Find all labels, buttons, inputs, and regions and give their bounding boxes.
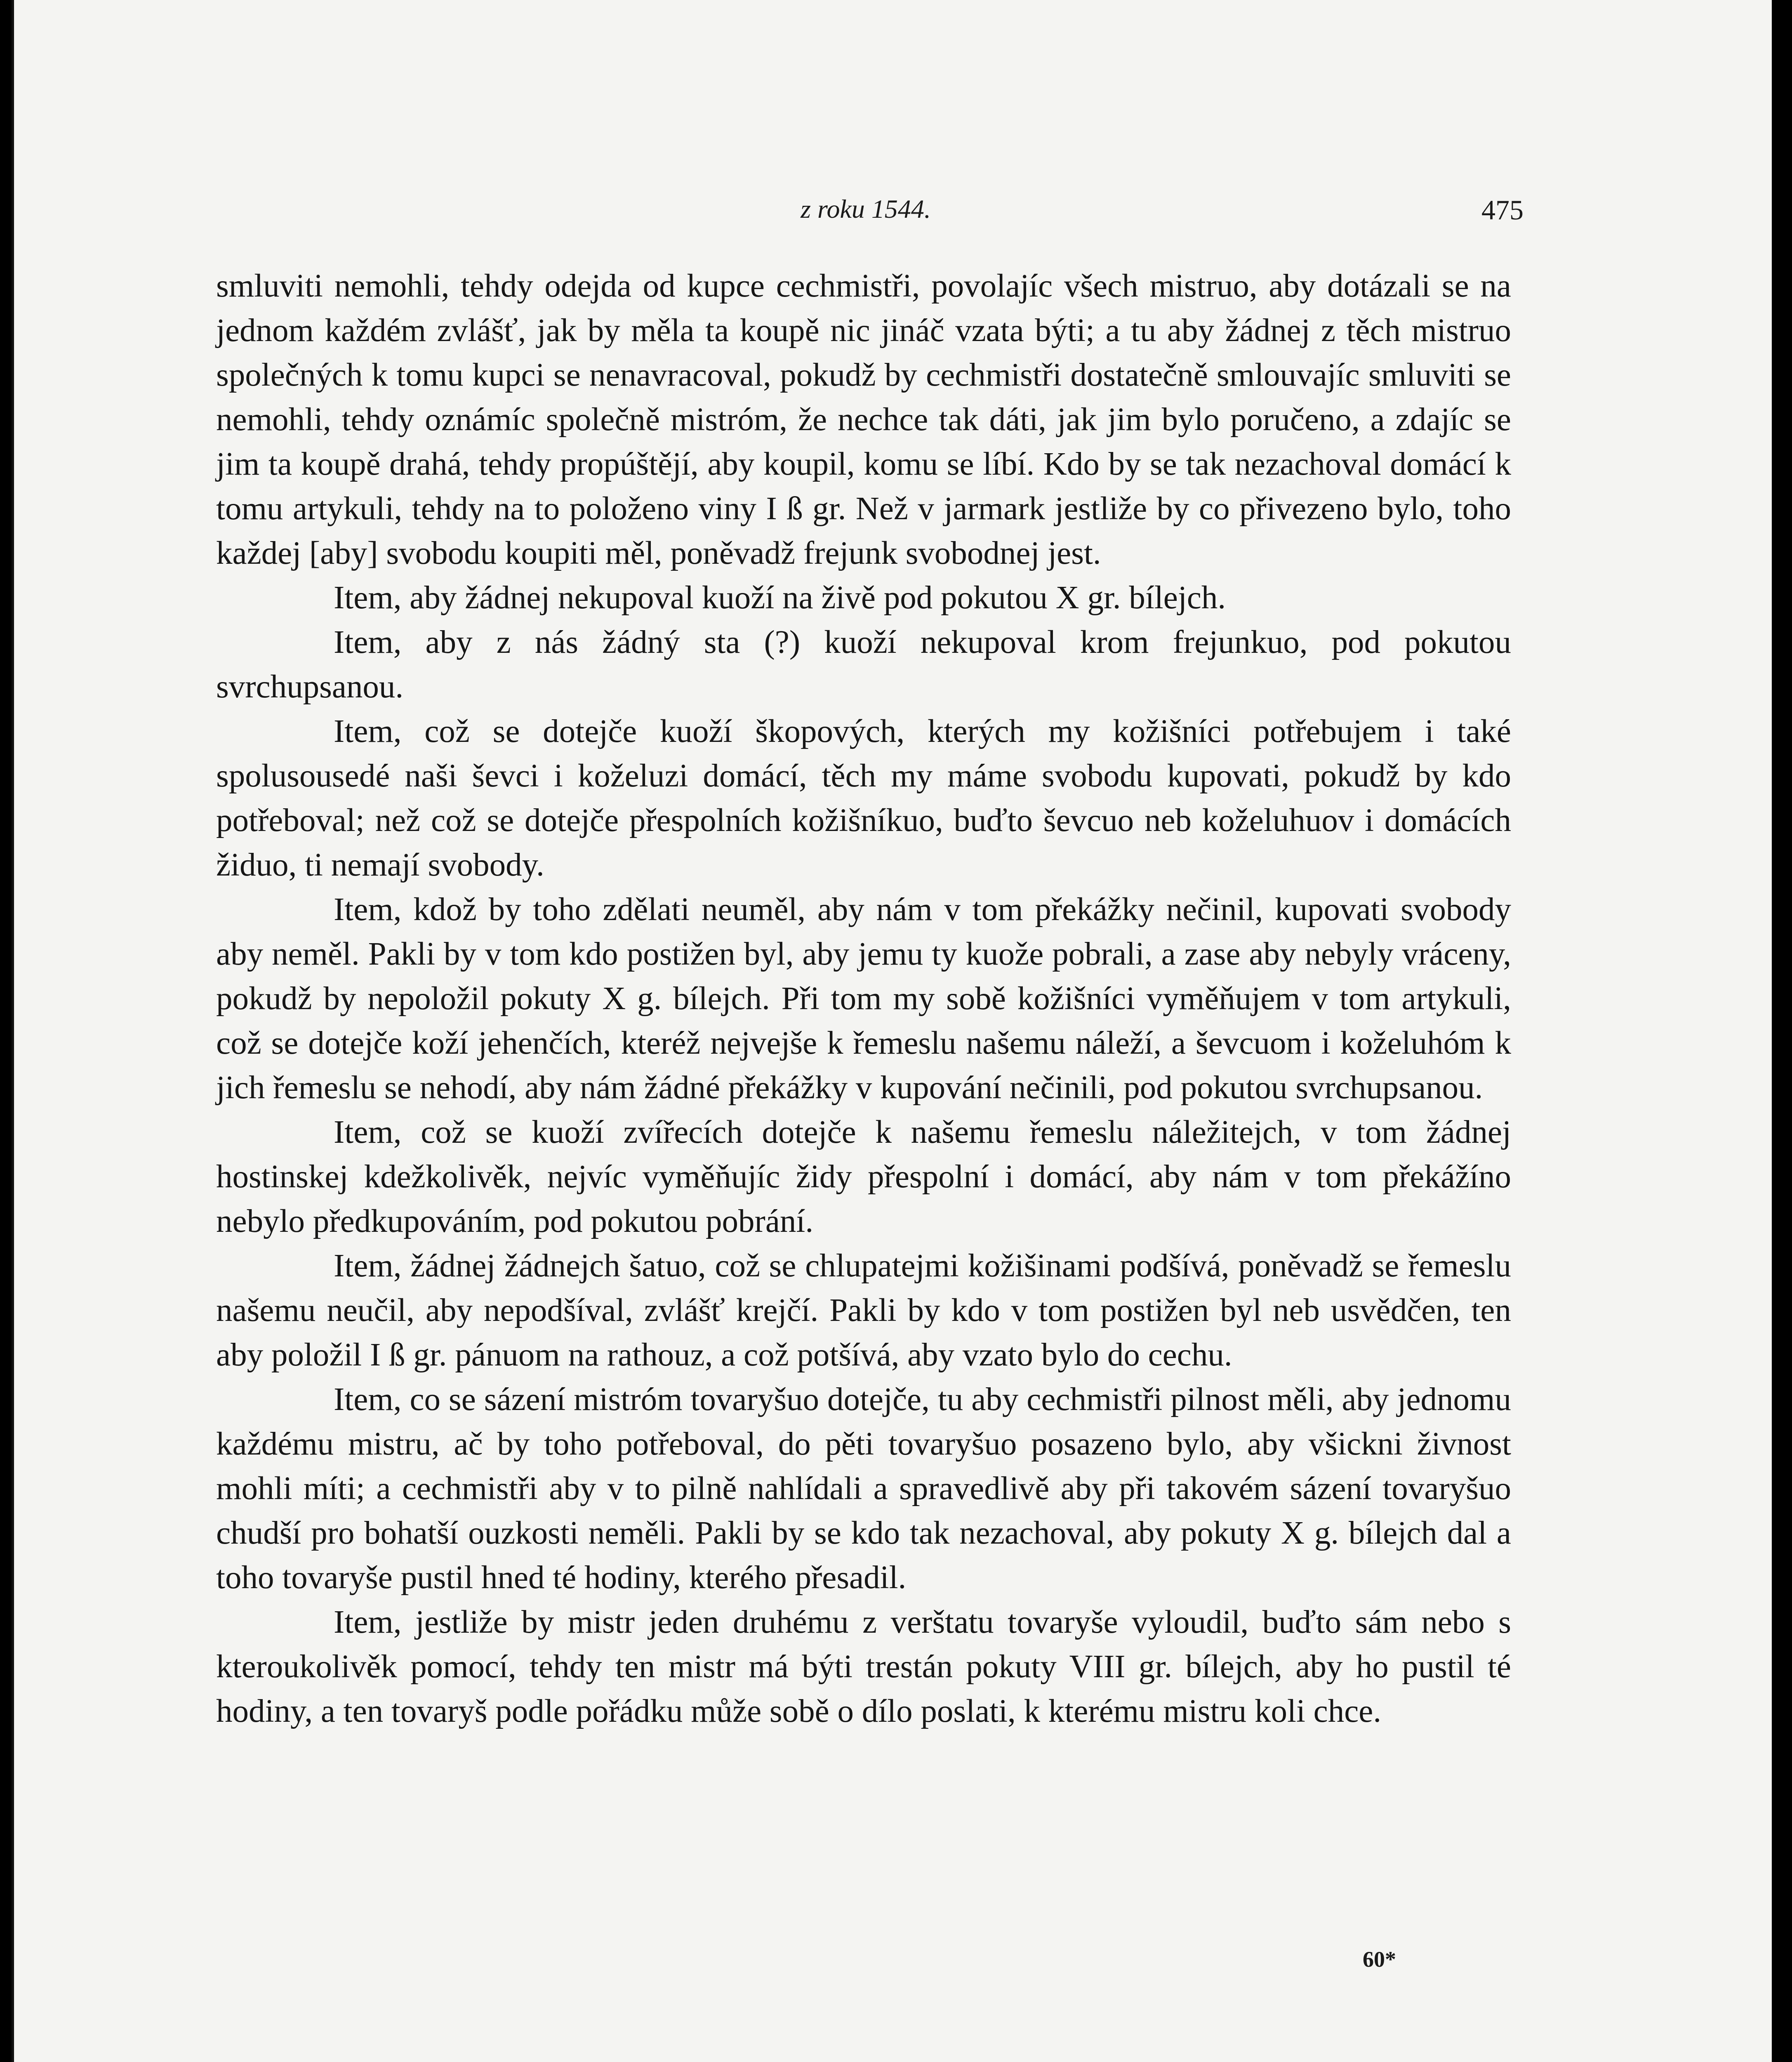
signature-mark: 60* <box>1363 1947 1396 1972</box>
body-text <box>216 264 1511 1734</box>
paragraph-continuation: smluviti nemohli, tehdy odejda od kupce cechmistři, povolajíc všech mistruo, aby dotázali se na jednom každém zvlášť, jak by měla ta koupě nic jináč vzata býti; a tu aby žádnej z těch mistruo společných k tomu kupci se nenavracoval, pokudž by cechmistři dostatečně smlouvajíc smluviti se nemohli, tehdy oznámíc společně mistróm, že nechce tak dáti, jak jim bylo poručeno, a zdajíc se jim ta koupě drahá, tehdy propúštějí, aby koupil, komu se líbí. Kdo by se tak nezachoval domácí k tomu artykuli, tehdy na to položeno viny I ß gr. Než v jarmark jestliže by co přivezeno bylo, toho každej [aby] svobodu koupiti měl, poněvadž frejunk svobodnej jest. <box>216 268 1511 571</box>
paragraph-item: Item, což se kuoží zvířecích dotejče k našemu řemeslu náležitejch, v tom žádnej hostinskej kdežkolivěk, nejvíc vyměňujíc židy přespolní i domácí, aby nám v tom překážíno nebylo předkupováním, pod pokutou pobrání. <box>216 1114 1511 1239</box>
paragraph-item: Item, kdož by toho zdělati neuměl, aby nám v tom překážky nečinil, kupovati svobody aby neměl. Pakli by v tom kdo postižen byl, aby jemu ty kuože pobrali, a zase aby nebyly vráceny, pokudž by nepoložil pokuty X g. bílejch. Při tom my sobě kožišníci vyměňujem v tom artykuli, což se dotejče koží jehenčích, kteréž nejvejše k řemeslu našemu náleží, a ševcuom i koželuhóm k jich řemeslu se nehodí, aby nám žádné překážky v kupování nečinili, pod pokutou svrchupsanou. <box>216 892 1511 1106</box>
book-page <box>12 0 1772 2062</box>
paragraph-item: Item, aby žádnej nekupoval kuoží na živě pod pokutou X gr. bílejch. <box>334 580 1226 616</box>
paragraph-item: Item, žádnej žádnejch šatuo, což se chlupatejmi kožišinami podšívá, poněvadž se řemeslu našemu neučil, aby nepodšíval, zvlášť krejčí. Pakli by kdo v tom postižen byl neb usvědčen, ten aby položil I ß gr. pánuom na rathouz, a což potšívá, aby vzato bylo do cechu. <box>216 1248 1511 1373</box>
running-head: z roku 1544. <box>801 194 931 224</box>
paragraph-item: Item, což se dotejče kuoží škopových, kterých my kožišníci potřebujem i také spolusousedé naši ševci i koželuzi domácí, těch my máme svobodu kupovati, pokudž by kdo potřeboval; než což se dotejče přespolních kožišníkuo, buďto ševcuo neb koželuhuov i domácích židuo, ti nemají svobody. <box>216 713 1511 883</box>
paragraph-item: Item, jestliže by mistr jeden druhému z verštatu tovaryše vyloudil, buďto sám nebo s kteroukolivěk pomocí, tehdy ten mistr má býti trestán pokuty VIII gr. bílejch, aby ho pustil té hodiny, a ten tovaryš podle pořádku může sobě o dílo poslati, k kterému mistru koli chce. <box>216 1604 1511 1729</box>
page-header <box>208 194 1524 243</box>
page-number: 475 <box>1481 194 1524 226</box>
paragraph-item: Item, co se sázení mistróm tovaryšuo dotejče, tu aby cechmistři pilnost měli, aby jednomu každému mistru, ač by toho potřeboval, do pěti tovaryšuo posazeno bylo, aby všickni živnost mohli míti; a cechmistři aby v to pilně nahlídali a spravedlivě aby při takovém sázení tovaryšuo chudší pro bohatší ouzkosti neměli. Pakli by se kdo tak nezachoval, aby pokuty X g. bílejch dal a toho tovaryše pustil hned té hodiny, kterého přesadil. <box>216 1382 1511 1596</box>
paragraph-item: Item, aby z nás žádný sta (?) kuoží nekupoval krom frejunkuo, pod pokutou svrchupsanou. <box>216 624 1511 705</box>
